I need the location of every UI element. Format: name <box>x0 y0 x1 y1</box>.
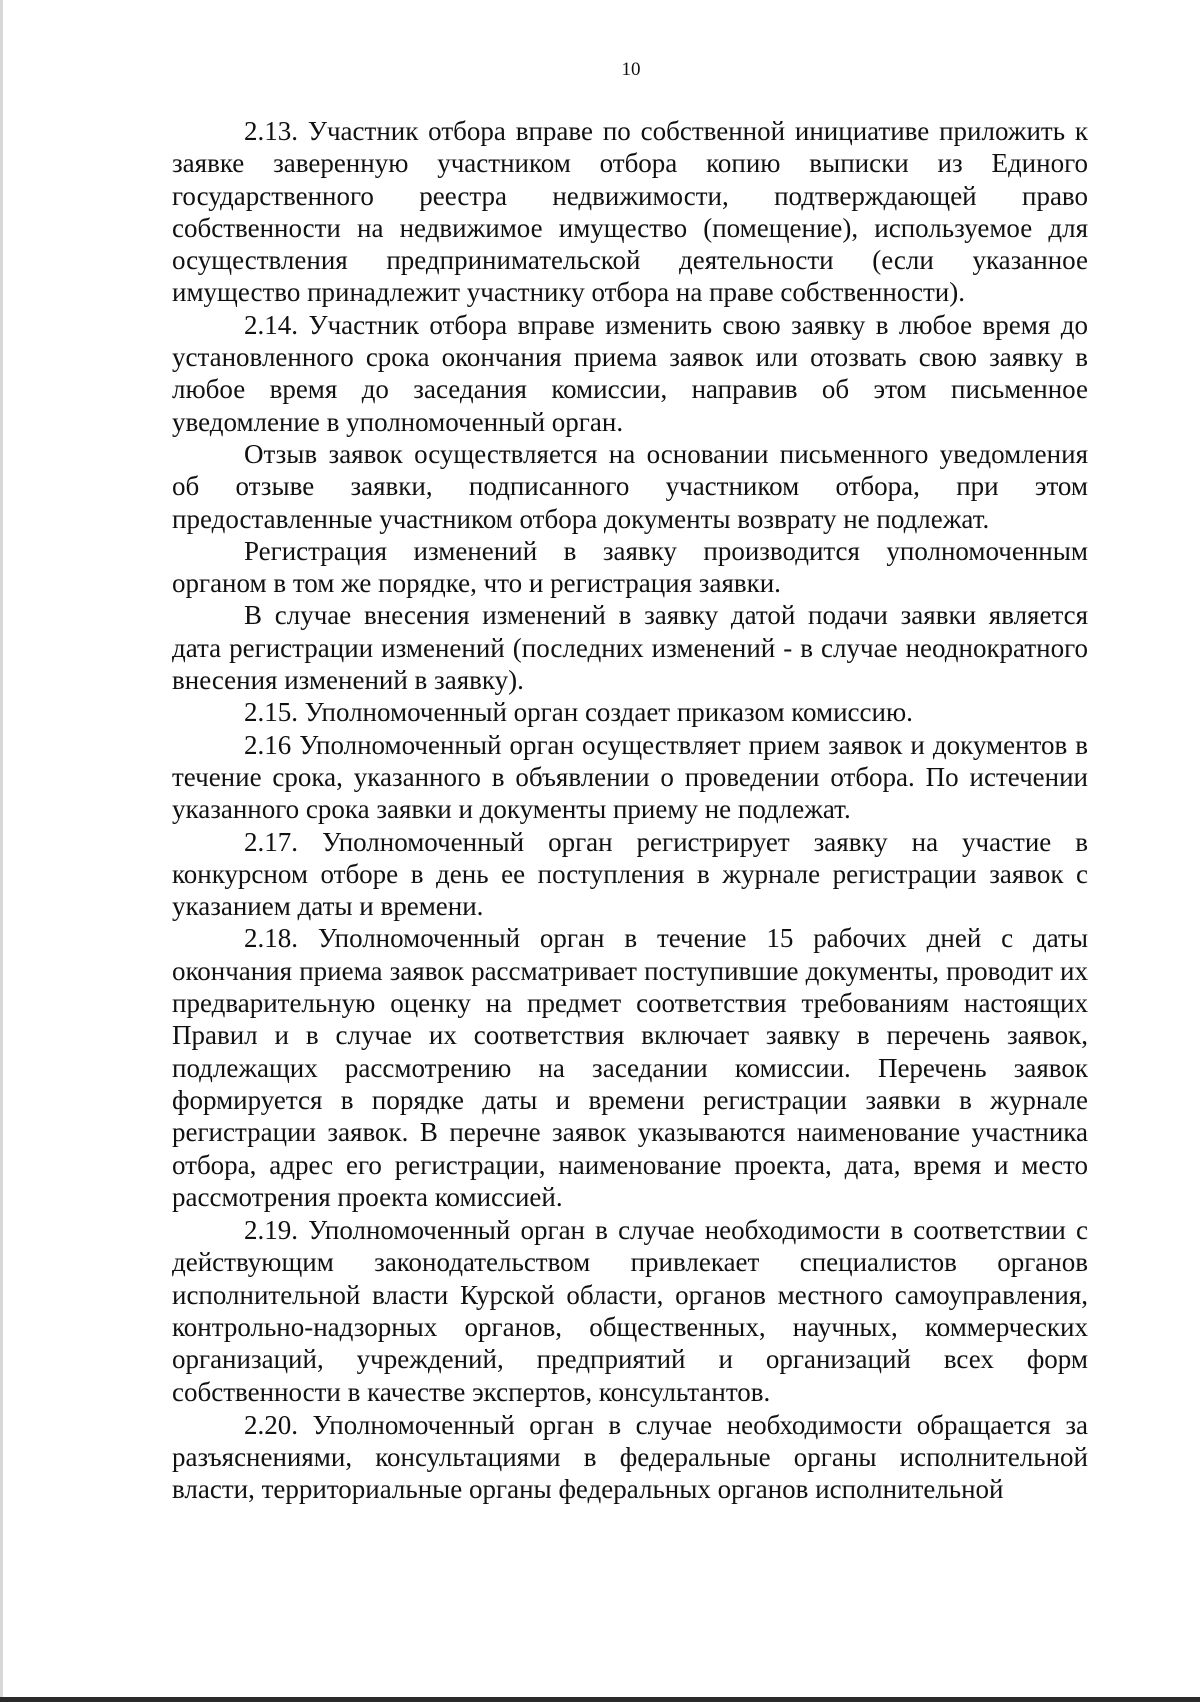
paragraph-2-17: 2.17. Уполномоченный орган регистрирует заявку на участие в конкурсном отборе в день ее поступления в журнале регистрации заявок с указанием даты и времени. <box>172 826 1088 922</box>
paragraph-2-16: 2.16 Уполномоченный орган осуществляет прием заявок и документов в течение срока, указанного в объявлении о проведении отбора. По истечении указанного срока заявки и документы приему не подлежат. <box>172 729 1088 825</box>
paragraph-2-19: 2.19. Уполномоченный орган в случае необходимости в соответствии с действующим законодательством привлекает специалистов органов исполнительной власти Курской области, органов местного самоуправления, контрольно-надзорных органов, общественных, научных, коммерческих организаций, учреждений, предприятий и организаций всех форм собственности в качестве экспертов, консультантов. <box>172 1215 1088 1407</box>
paragraph-submission-date: В случае внесения изменений в заявку датой подачи заявки является дата регистрации изменений (последних изменений - в случае неоднократного внесения изменений в заявку). <box>172 600 1088 696</box>
paragraph-2-18: 2.18. Уполномоченный орган в течение 15 рабочих дней с даты окончания приема заявок рассматривает поступившие документы, проводит их предварительную оценку на предмет соответствия требованиям настоящих Правил и в случае их соответствия включает заявку в перечень заявок, подлежащих рассмотрению на заседании комиссии. Перечень заявок формируется в порядке даты и времени регистрации заявки в журнале регистрации заявок. В перечне заявок указываются наименование участника отбора, адрес его регистрации, наименование проекта, дата, время и место рассмотрения проекта комиссией. <box>172 923 1088 1212</box>
scan-left-edge <box>0 0 3 1702</box>
paragraph-2-14: 2.14. Участник отбора вправе изменить свою заявку в любое время до установленного срока окончания приема заявок или отозвать свою заявку в любое время до заседания комиссии, направив об этом письменное уведомление в уполномоченный орган. <box>172 309 1088 437</box>
paragraph-registration-changes: Регистрация изменений в заявку производится уполномоченным органом в том же порядке, что и регистрация заявки. <box>172 535 1088 599</box>
scan-bottom-edge <box>0 1697 1200 1702</box>
document-body <box>172 115 1088 1506</box>
paragraph-2-13: 2.13. Участник отбора вправе по собственной инициативе приложить к заявке заверенную участником отбора копию выписки из Единого государственного реестра недвижимости, подтверждающей право собственности на недвижимое имущество (помещение), используемое для осуществления предпринимательской деятельности (если указанное имущество принадлежит участнику отбора на праве собственности). <box>172 116 1088 308</box>
paragraph-2-20: 2.20. Уполномоченный орган в случае необходимости обращается за разъяснениями, консультациями в федеральные органы исполнительной власти, территориальные органы федеральных органов исполнительной <box>172 1409 1088 1505</box>
paragraph-withdrawal: Отзыв заявок осуществляется на основании письменного уведомления об отзыве заявки, подписанного участником отбора, при этом предоставленные участником отбора документы возврату не подлежат. <box>172 438 1088 534</box>
paragraph-2-15: 2.15. Уполномоченный орган создает приказом комиссию. <box>244 697 913 728</box>
page-number: 10 <box>621 59 641 80</box>
